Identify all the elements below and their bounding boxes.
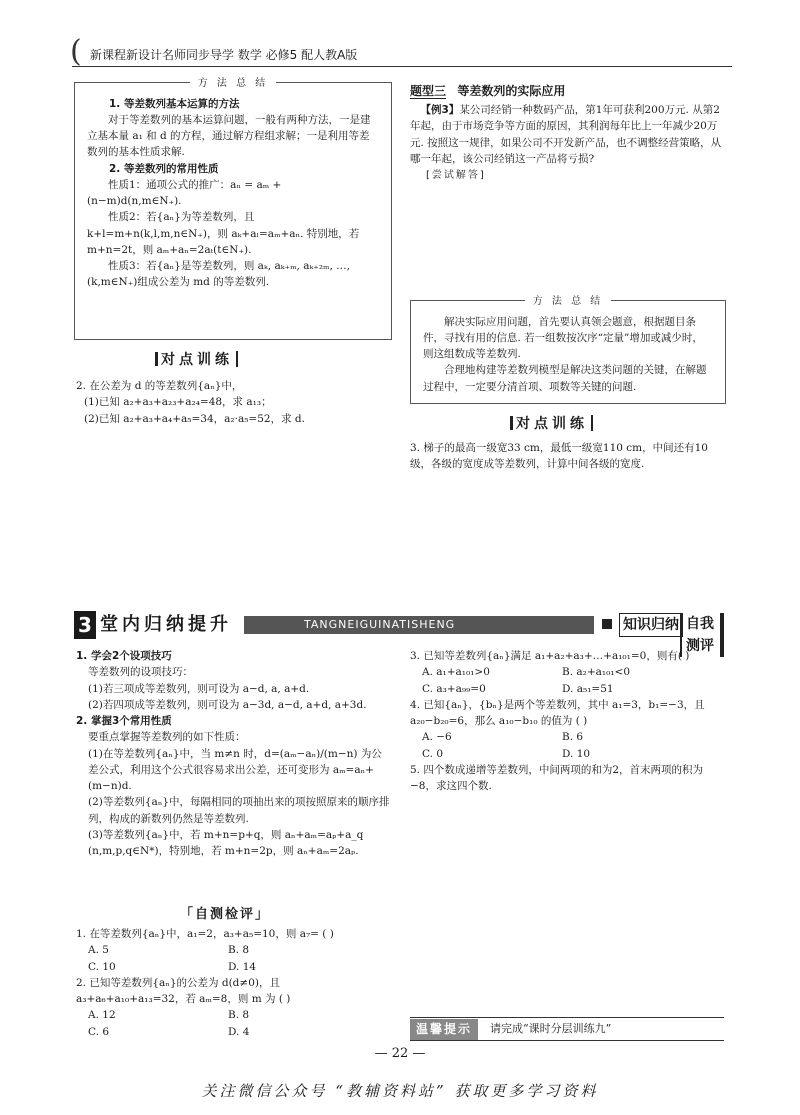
- tip-label: 温馨提示: [410, 1019, 478, 1040]
- reminder-tip: [410, 1017, 724, 1041]
- question-3: 3. 梯子的最高一级宽33 cm，最低一级宽110 cm，中间还有10级，各级的宽度成等差数列，计算中间各级的宽度.: [410, 442, 708, 471]
- test-question-5: 5. 四个数成递增等差数列，中间两项的和为2，首末两项的积为−8，求这四个数.: [410, 763, 704, 793]
- self-test-heading: 「自测检评」: [180, 907, 271, 922]
- question-2-head: 2. 在公差为 d 的等差数列{aₙ}中，: [76, 380, 243, 392]
- section-title: 2. 等差数列的常用性质: [109, 162, 219, 175]
- try-answer-label: [尝试解答]: [426, 170, 486, 182]
- option[interactable]: C. 10: [88, 960, 116, 973]
- property-2: 性质2：若{aₙ}为等差数列，且 k+l=m+n(k,l,m,n∈N₊)，则 aₖ+aₗ=aₘ+aₙ. 特别地，若 m+n=2t，则 aₘ+aₙ=2aₜ(t∈N₊).: [87, 211, 360, 256]
- knowledge-summary: [76, 648, 392, 859]
- option[interactable]: B. 6: [562, 731, 584, 744]
- option[interactable]: C. 0: [422, 747, 444, 760]
- training-questions-1: [76, 378, 392, 427]
- method-summary-box-1: [74, 78, 392, 340]
- option[interactable]: D. 14: [228, 960, 257, 973]
- summary-text: (1)在等差数列{aₙ}中，当 m≠n 时，d=(aₘ−aₙ)/(m−n) 为公差公式，利用这个公式很容易求出公差，还可变形为 aₘ=aₙ+(m−n)d.: [88, 747, 382, 793]
- summary-text: (3)等差数列{aₙ}中，若 m+n=p+q，则 aₙ+aₘ=aₚ+a_q (n,m,p,q∈N*)，特别地，若 m+n=2p，则 aₙ+aₘ=2aₚ.: [88, 828, 364, 858]
- topic-3-heading: [410, 82, 726, 101]
- option[interactable]: D. 10: [562, 747, 591, 760]
- footer-promo: 关注微信公众号 “教辅资料站” 获取更多学习资料: [201, 1082, 599, 1100]
- self-test-label: 自我测评: [680, 613, 724, 657]
- example-text: 某公司经销一种数码产品，第1年可获利200万元. 从第2年起，由于市场竞争等方面的原因，其利润每年比上一年减少20万元. 按照这一规律，如果公司不开发新产品，也不调整经营策略，从哪一年起，该公司经销这一产品将亏损?: [410, 104, 722, 165]
- training-question-3: [410, 440, 726, 473]
- question-2-part-1: (1)已知 a₂+a₃+a₂₃+a₂₄=48，求 a₁₃；: [84, 396, 272, 409]
- training-heading-1: [155, 350, 238, 372]
- option[interactable]: B. 8: [228, 944, 250, 957]
- self-test-title: [180, 905, 270, 925]
- section-pinyin: TANGNEIGUINATISHENG: [244, 616, 594, 634]
- section-number: 3: [74, 611, 96, 639]
- summary-text: (2)等差数列{aₙ}中，每隔相同的项抽出来的项按照原来的顺序排列，构成的新数列仍然是等差数列.: [88, 796, 390, 825]
- method-summary-tag: 方 法 总 结: [525, 296, 612, 307]
- knowledge-summary-label: 知识归纳: [619, 613, 683, 637]
- self-test-left: [76, 926, 392, 1040]
- property-1: 性质1：通项公式的推广：aₙ = aₘ + (n−m)d(n,m∈N₊).: [87, 178, 282, 208]
- summary-text: 要重点掌握等差数列的如下性质：: [88, 731, 246, 744]
- test-question-4: 4. 已知{aₙ}，{bₙ}是两个等差数列，其中 a₁=3，b₁=−3，且 a₂₀−b₂₀=6，那么 a₁₀−b₁₀ 的值为 ( ): [410, 698, 705, 728]
- summary-text: (2)若四项成等差数列，则可设为 a−3d, a−d, a+d, a+3d.: [88, 698, 367, 711]
- tip-text: 请完成“课时分层训练九”: [490, 1022, 612, 1035]
- summary-text: (1)若三项成等差数列，则可设为 a−d, a, a+d.: [88, 682, 310, 695]
- square-icon: [602, 619, 612, 629]
- training-heading-2: [510, 414, 593, 436]
- paragraph: 解决实际应用问题，首先要认真领会题意，根据题目条件，寻找有用的信息. 若一组数按次序“定量”增加或减少时，则这组数成等差数列.: [423, 315, 703, 361]
- example-3: [410, 102, 726, 184]
- option[interactable]: C. a₃+a₉₉=0: [422, 682, 486, 695]
- section-title: 堂内归纳提升: [100, 614, 232, 635]
- header-curl-ornament: (: [70, 34, 82, 69]
- section-title: 1. 等差数列基本运算的方法: [109, 97, 240, 110]
- option[interactable]: D. 4: [228, 1025, 250, 1038]
- training-label: 对点训练: [161, 352, 233, 368]
- option[interactable]: A. a₁+a₁₀₁>0: [422, 666, 490, 679]
- paragraph: 对于等差数列的基本运算问题，一般有两种方法，一是建立基本量 a₁ 和 d 的方程，通过解方程组求解；一是利用等差数列的基本性质求解.: [87, 113, 371, 159]
- property-3: 性质3：若{aₙ}是等差数列，则 aₖ, aₖ₊ₘ, aₖ₊₂ₘ, …, (k,m∈N₊)组成公差为 md 的等差数列.: [87, 260, 350, 289]
- topic-3-title: 题型三: [410, 84, 447, 98]
- page-header: [70, 34, 732, 69]
- option[interactable]: C. 6: [88, 1025, 110, 1038]
- option[interactable]: B. a₂+a₁₀₁<0: [562, 666, 631, 679]
- option[interactable]: A. 12: [88, 1009, 116, 1022]
- test-question-3: 3. 已知等差数列{aₙ}满足 a₁+a₂+a₃+…+a₁₀₁=0，则有( ): [410, 650, 690, 662]
- header-title: 新课程新设计名师同步导学 数学 必修5 配人教A版: [90, 48, 358, 62]
- summary-heading-2: 2. 掌握3个常用性质: [76, 715, 172, 728]
- paragraph: 合理地构建等差数列模型是解决这类问题的关键，在解题过程中，一定要分清首项、项数等关键的问题.: [423, 364, 707, 393]
- question-2-part-2: (2)已知 a₂+a₃+a₄+a₅=34，a₂·a₅=52，求 d.: [84, 412, 305, 425]
- page-number: — 22 —: [374, 1046, 426, 1061]
- option[interactable]: B. 8: [228, 1009, 250, 1022]
- topic-3-subtitle: 等差数列的实际应用: [457, 84, 566, 98]
- summary-heading-1: 1. 学会2个设项技巧: [76, 650, 172, 662]
- self-test-right: [410, 648, 726, 794]
- option[interactable]: A. −6: [422, 731, 452, 744]
- option[interactable]: D. a₅₁=51: [562, 682, 614, 695]
- summary-text: 等差数列的设项技巧：: [88, 666, 193, 679]
- example-label: 【例3】: [420, 104, 460, 116]
- section-banner: [74, 611, 724, 654]
- test-question-1: 1. 在等差数列{aₙ}中，a₁=2，a₃+a₅=10，则 a₇= ( ): [76, 928, 334, 940]
- method-summary-box-2: [410, 296, 726, 404]
- method-summary-tag: 方 法 总 结: [190, 78, 277, 89]
- option[interactable]: A. 5: [88, 944, 109, 957]
- test-question-2: 2. 已知等差数列{aₙ}的公差为 d(d≠0)，且 a₃+a₆+a₁₀+a₁₃=32，若 aₘ=8，则 m 为 ( ): [76, 976, 291, 1006]
- training-label: 对点训练: [516, 416, 588, 432]
